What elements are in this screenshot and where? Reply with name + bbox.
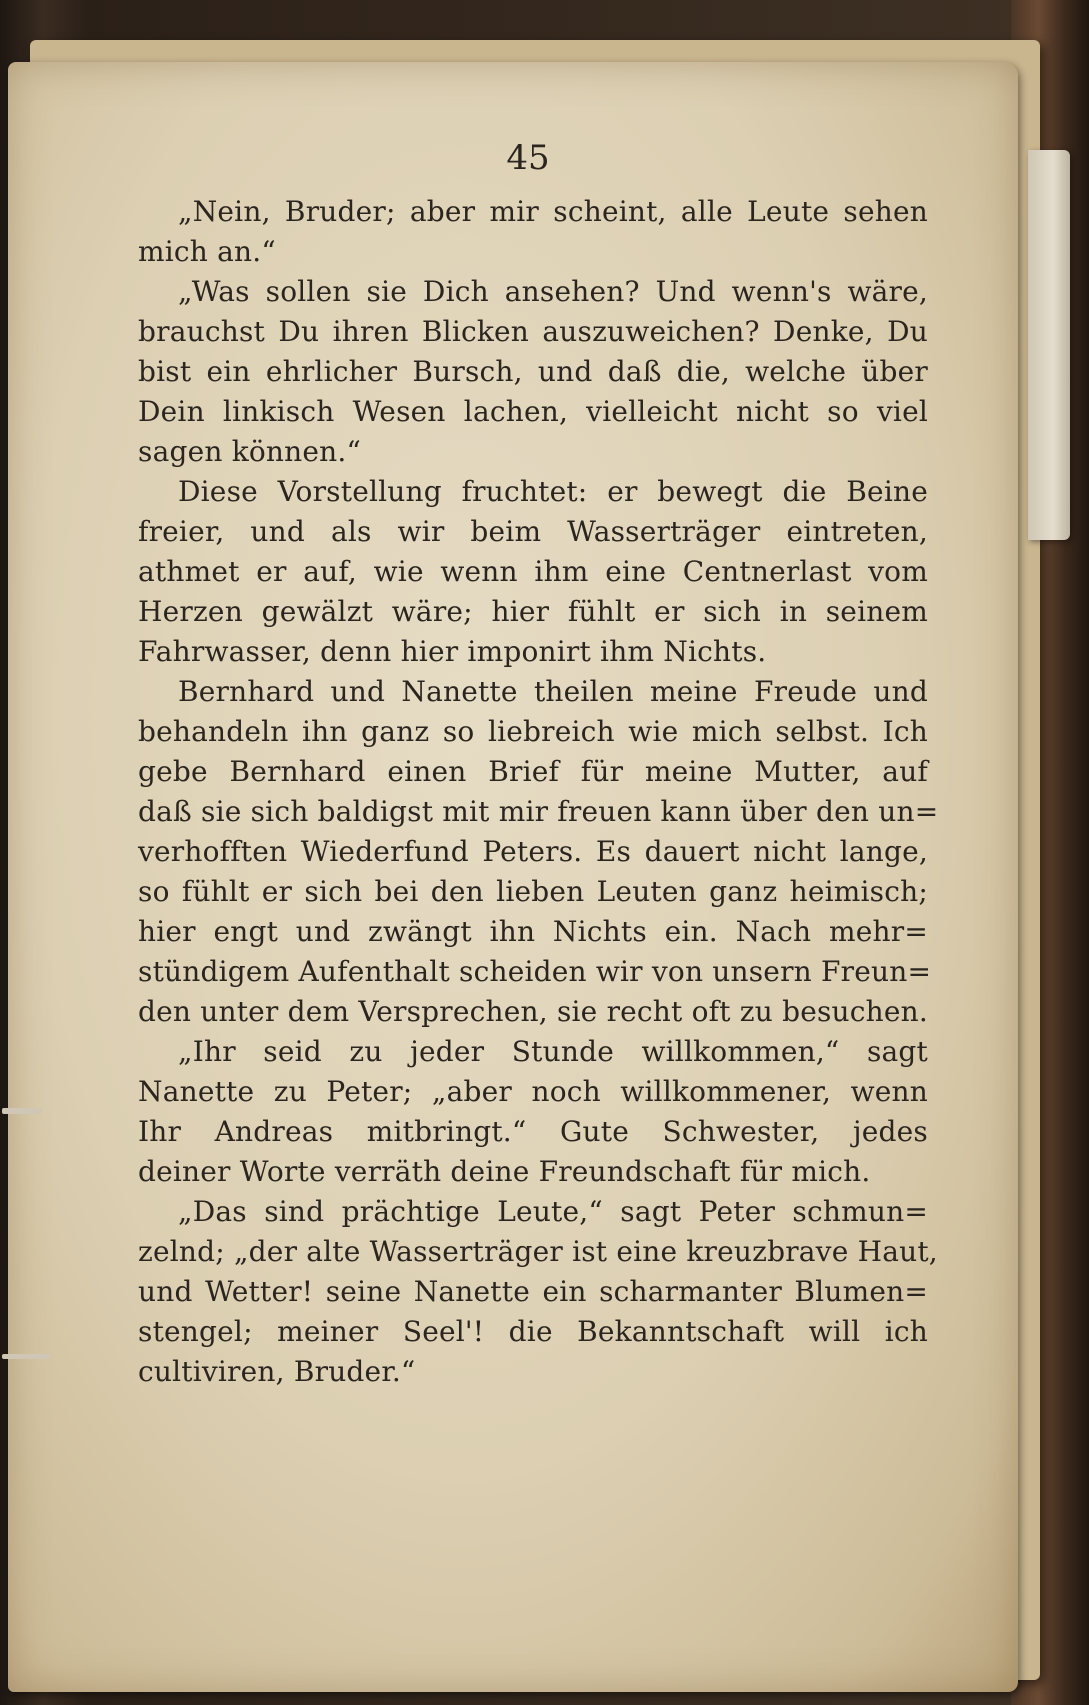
text-line: Ihr Andreas mitbringt.“ Gute Schwester, jedes — [138, 1115, 928, 1148]
text-line: Fahrwasser, denn hier imponirt ihm Nichts. — [138, 635, 767, 668]
text-line: „Nein, Bruder; aber mir scheint, alle Leute sehen — [178, 195, 928, 228]
text-line: sagen können.“ — [138, 435, 361, 468]
text-line: cultiviren, Bruder.“ — [138, 1355, 416, 1388]
text-line: behandeln ihn ganz so liebreich wie mich selbst. Ich — [138, 715, 928, 748]
text-line: brauchst Du ihren Blicken auszuweichen? Denke, Du — [138, 315, 928, 348]
text-line: stengel; meiner Seel'! die Bekanntschaft will ich — [138, 1315, 928, 1348]
text-line: zelnd; „der alte Wasserträger ist eine kreuzbrave Haut, — [138, 1235, 938, 1268]
text-line: deiner Worte verräth deine Freundschaft für mich. — [138, 1155, 871, 1188]
text-line: und Wetter! seine Nanette ein scharmanter Blumen= — [138, 1275, 928, 1308]
text-line: bist ein ehrlicher Bursch, und daß die, welche über — [138, 355, 928, 388]
text-line: daß sie sich baldigst mit mir freuen kann über den un= — [138, 795, 939, 828]
text-line: gebe Bernhard einen Brief für meine Mutter, auf — [138, 755, 928, 788]
text-line: „Was sollen sie Dich ansehen? Und wenn's wäre, — [178, 275, 928, 308]
text-line: den unter dem Versprechen, sie recht oft zu besuchen. — [138, 995, 928, 1028]
text-line: athmet er auf, wie wenn ihm eine Centnerlast vom — [138, 555, 928, 588]
text-line: Dein linkisch Wesen lachen, vielleicht nicht so viel — [138, 395, 928, 428]
text-line: so fühlt er sich bei den lieben Leuten ganz heimisch; — [138, 875, 928, 908]
text-line: Bernhard und Nanette theilen meine Freude und — [178, 675, 928, 708]
text-line: hier engt und zwängt ihn Nichts ein. Nach mehr= — [138, 915, 928, 948]
text-line: „Ihr seid zu jeder Stunde willkommen,“ sagt — [178, 1035, 928, 1068]
text-line: Diese Vorstellung fruchtet: er bewegt die Beine — [178, 475, 928, 508]
page-number: 45 — [506, 138, 550, 178]
margin-mark — [2, 1108, 42, 1114]
text-line: Herzen gewälzt wäre; hier fühlt er sich in seinem — [138, 595, 928, 628]
text-line: mich an.“ — [138, 235, 276, 268]
text-line: freier, und als wir beim Wasserträger eintreten, — [138, 515, 928, 548]
margin-mark — [2, 1354, 50, 1359]
text-line: verhofften Wiederfund Peters. Es dauert nicht lange, — [138, 835, 928, 868]
text-line: „Das sind prächtige Leute,“ sagt Peter schmun= — [178, 1195, 928, 1228]
text-line: stündigem Aufenthalt scheiden wir von unsern Freun= — [138, 955, 932, 988]
bookmark-tab — [1028, 150, 1070, 540]
text-line: Nanette zu Peter; „aber noch willkommener, wenn — [138, 1075, 928, 1108]
